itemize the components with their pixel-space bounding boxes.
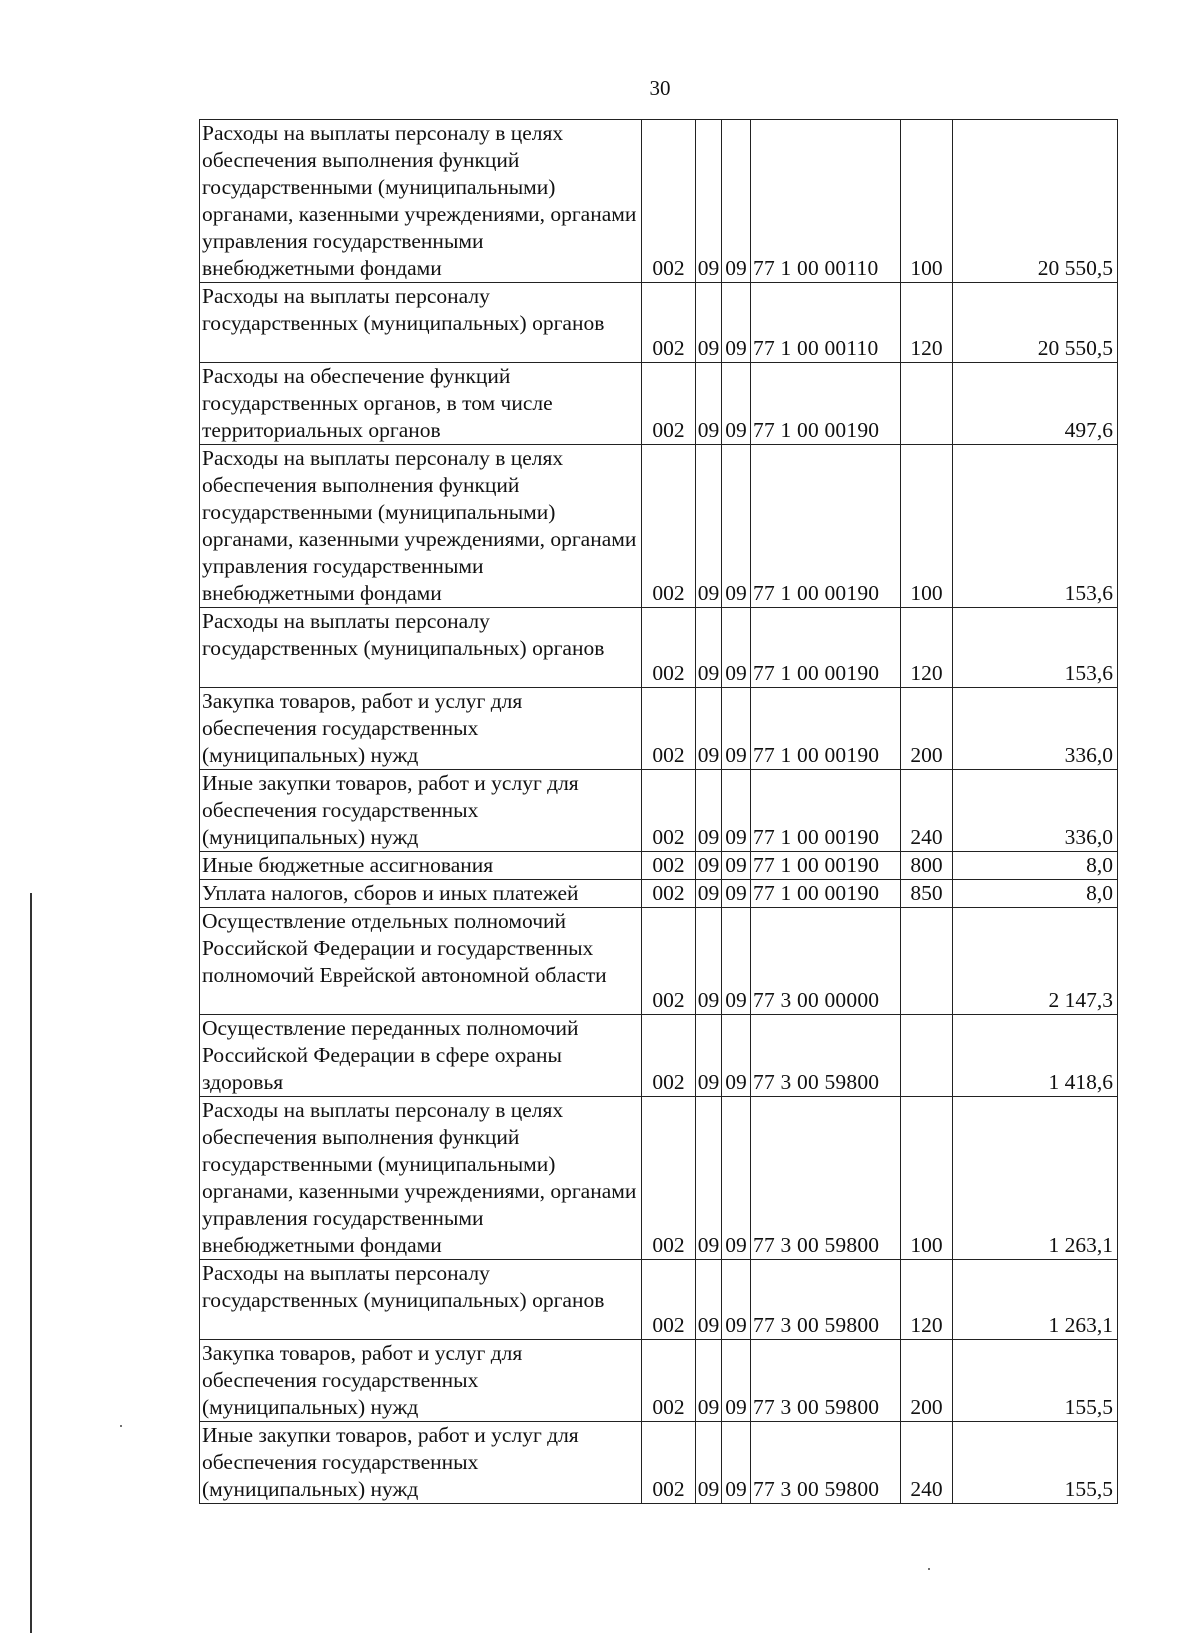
row-name: Закупка товаров, работ и услуг для обеспечения государственных (муниципальных) нужд xyxy=(200,688,642,770)
scan-speck xyxy=(928,1568,930,1570)
amount: 336,0 xyxy=(953,688,1118,770)
table-row xyxy=(200,283,1118,363)
target-article-code: 77 3 00 59800 xyxy=(751,1097,901,1260)
binding-line xyxy=(30,893,32,1633)
amount: 2 147,3 xyxy=(953,908,1118,1015)
ved-code: 002 xyxy=(642,1260,696,1340)
section-code: 09 xyxy=(696,120,722,283)
subsection-code: 09 xyxy=(722,1340,751,1422)
subsection-code: 09 xyxy=(722,880,751,908)
expense-type-code: 240 xyxy=(901,1422,953,1504)
ved-code: 002 xyxy=(642,283,696,363)
ved-code: 002 xyxy=(642,363,696,445)
section-code: 09 xyxy=(696,283,722,363)
expense-type-code: 100 xyxy=(901,120,953,283)
section-code: 09 xyxy=(696,1340,722,1422)
subsection-code: 09 xyxy=(722,608,751,688)
subsection-code: 09 xyxy=(722,908,751,1015)
section-code: 09 xyxy=(696,688,722,770)
amount: 20 550,5 xyxy=(953,283,1118,363)
row-name: Расходы на выплаты персоналу в целях обеспечения выполнения функций государственными (муниципальными) органами, казенными учреждениями, органами управления государственными внебюджетными фондами xyxy=(200,445,642,608)
amount: 1 263,1 xyxy=(953,1097,1118,1260)
subsection-code: 09 xyxy=(722,363,751,445)
expense-type-code: 100 xyxy=(901,1097,953,1260)
row-name: Расходы на обеспечение функций государственных органов, в том числе территориальных органов xyxy=(200,363,642,445)
subsection-code: 09 xyxy=(722,445,751,608)
ved-code: 002 xyxy=(642,688,696,770)
section-code: 09 xyxy=(696,1422,722,1504)
section-code: 09 xyxy=(696,770,722,852)
section-code: 09 xyxy=(696,908,722,1015)
subsection-code: 09 xyxy=(722,1260,751,1340)
subsection-code: 09 xyxy=(722,1097,751,1260)
amount: 8,0 xyxy=(953,880,1118,908)
target-article-code: 77 1 00 00190 xyxy=(751,363,901,445)
table-row xyxy=(200,770,1118,852)
expense-type-code: 120 xyxy=(901,1260,953,1340)
expense-type-code xyxy=(901,1015,953,1097)
table-row xyxy=(200,880,1118,908)
section-code: 09 xyxy=(696,1260,722,1340)
section-code: 09 xyxy=(696,445,722,608)
subsection-code: 09 xyxy=(722,852,751,880)
row-name: Расходы на выплаты персоналу в целях обеспечения выполнения функций государственными (муниципальными) органами, казенными учреждениями, органами управления государственными внебюджетными фондами xyxy=(200,1097,642,1260)
amount: 155,5 xyxy=(953,1340,1118,1422)
ved-code: 002 xyxy=(642,608,696,688)
expense-type-code: 120 xyxy=(901,283,953,363)
target-article-code: 77 1 00 00190 xyxy=(751,770,901,852)
ved-code: 002 xyxy=(642,908,696,1015)
ved-code: 002 xyxy=(642,1097,696,1260)
table-row xyxy=(200,852,1118,880)
row-name: Иные закупки товаров, работ и услуг для обеспечения государственных (муниципальных) нужд xyxy=(200,770,642,852)
expense-type-code: 200 xyxy=(901,1340,953,1422)
amount: 153,6 xyxy=(953,445,1118,608)
expense-type-code xyxy=(901,363,953,445)
target-article-code: 77 1 00 00190 xyxy=(751,608,901,688)
table-row xyxy=(200,1260,1118,1340)
target-article-code: 77 3 00 59800 xyxy=(751,1260,901,1340)
ved-code: 002 xyxy=(642,1422,696,1504)
target-article-code: 77 1 00 00190 xyxy=(751,688,901,770)
target-article-code: 77 3 00 59800 xyxy=(751,1015,901,1097)
section-code: 09 xyxy=(696,852,722,880)
amount: 497,6 xyxy=(953,363,1118,445)
section-code: 09 xyxy=(696,1097,722,1260)
table-row xyxy=(200,120,1118,283)
row-name: Осуществление переданных полномочий Российской Федерации в сфере охраны здоровья xyxy=(200,1015,642,1097)
expense-type-code: 850 xyxy=(901,880,953,908)
target-article-code: 77 1 00 00190 xyxy=(751,852,901,880)
table-row xyxy=(200,608,1118,688)
subsection-code: 09 xyxy=(722,120,751,283)
amount: 8,0 xyxy=(953,852,1118,880)
section-code: 09 xyxy=(696,608,722,688)
row-name: Расходы на выплаты персоналу государственных (муниципальных) органов xyxy=(200,608,642,688)
table-row xyxy=(200,1422,1118,1504)
subsection-code: 09 xyxy=(722,283,751,363)
row-name: Закупка товаров, работ и услуг для обеспечения государственных (муниципальных) нужд xyxy=(200,1340,642,1422)
section-code: 09 xyxy=(696,1015,722,1097)
amount: 336,0 xyxy=(953,770,1118,852)
target-article-code: 77 3 00 00000 xyxy=(751,908,901,1015)
scan-speck xyxy=(120,1425,122,1427)
row-name: Иные бюджетные ассигнования xyxy=(200,852,642,880)
expense-type-code: 100 xyxy=(901,445,953,608)
amount: 20 550,5 xyxy=(953,120,1118,283)
expense-type-code: 200 xyxy=(901,688,953,770)
ved-code: 002 xyxy=(642,445,696,608)
table-row xyxy=(200,1015,1118,1097)
target-article-code: 77 1 00 00110 xyxy=(751,120,901,283)
amount: 153,6 xyxy=(953,608,1118,688)
table-row xyxy=(200,688,1118,770)
ved-code: 002 xyxy=(642,852,696,880)
target-article-code: 77 3 00 59800 xyxy=(751,1340,901,1422)
page-number: 30 xyxy=(649,76,671,100)
ved-code: 002 xyxy=(642,770,696,852)
target-article-code: 77 3 00 59800 xyxy=(751,1422,901,1504)
subsection-code: 09 xyxy=(722,770,751,852)
target-article-code: 77 1 00 00190 xyxy=(751,445,901,608)
table-row xyxy=(200,1340,1118,1422)
row-name: Расходы на выплаты персоналу государственных (муниципальных) органов xyxy=(200,1260,642,1340)
subsection-code: 09 xyxy=(722,688,751,770)
row-name: Уплата налогов, сборов и иных платежей xyxy=(200,880,642,908)
amount: 1 263,1 xyxy=(953,1260,1118,1340)
target-article-code: 77 1 00 00110 xyxy=(751,283,901,363)
row-name: Иные закупки товаров, работ и услуг для обеспечения государственных (муниципальных) нужд xyxy=(200,1422,642,1504)
row-name: Осуществление отдельных полномочий Российской Федерации и государственных полномочий Еврейской автономной области xyxy=(200,908,642,1015)
table-row xyxy=(200,908,1118,1015)
section-code: 09 xyxy=(696,363,722,445)
ved-code: 002 xyxy=(642,1015,696,1097)
expense-type-code xyxy=(901,908,953,1015)
table-row xyxy=(200,445,1118,608)
subsection-code: 09 xyxy=(722,1015,751,1097)
amount: 155,5 xyxy=(953,1422,1118,1504)
ved-code: 002 xyxy=(642,880,696,908)
table-row xyxy=(200,363,1118,445)
expense-type-code: 240 xyxy=(901,770,953,852)
amount: 1 418,6 xyxy=(953,1015,1118,1097)
expense-type-code: 120 xyxy=(901,608,953,688)
ved-code: 002 xyxy=(642,120,696,283)
row-name: Расходы на выплаты персоналу государственных (муниципальных) органов xyxy=(200,283,642,363)
ved-code: 002 xyxy=(642,1340,696,1422)
target-article-code: 77 1 00 00190 xyxy=(751,880,901,908)
subsection-code: 09 xyxy=(722,1422,751,1504)
section-code: 09 xyxy=(696,880,722,908)
table-row xyxy=(200,1097,1118,1260)
budget-table xyxy=(199,119,1118,1504)
expense-type-code: 800 xyxy=(901,852,953,880)
row-name: Расходы на выплаты персоналу в целях обеспечения выполнения функций государственными (муниципальными) органами, казенными учреждениями, органами управления государственными внебюджетными фондами xyxy=(200,120,642,283)
